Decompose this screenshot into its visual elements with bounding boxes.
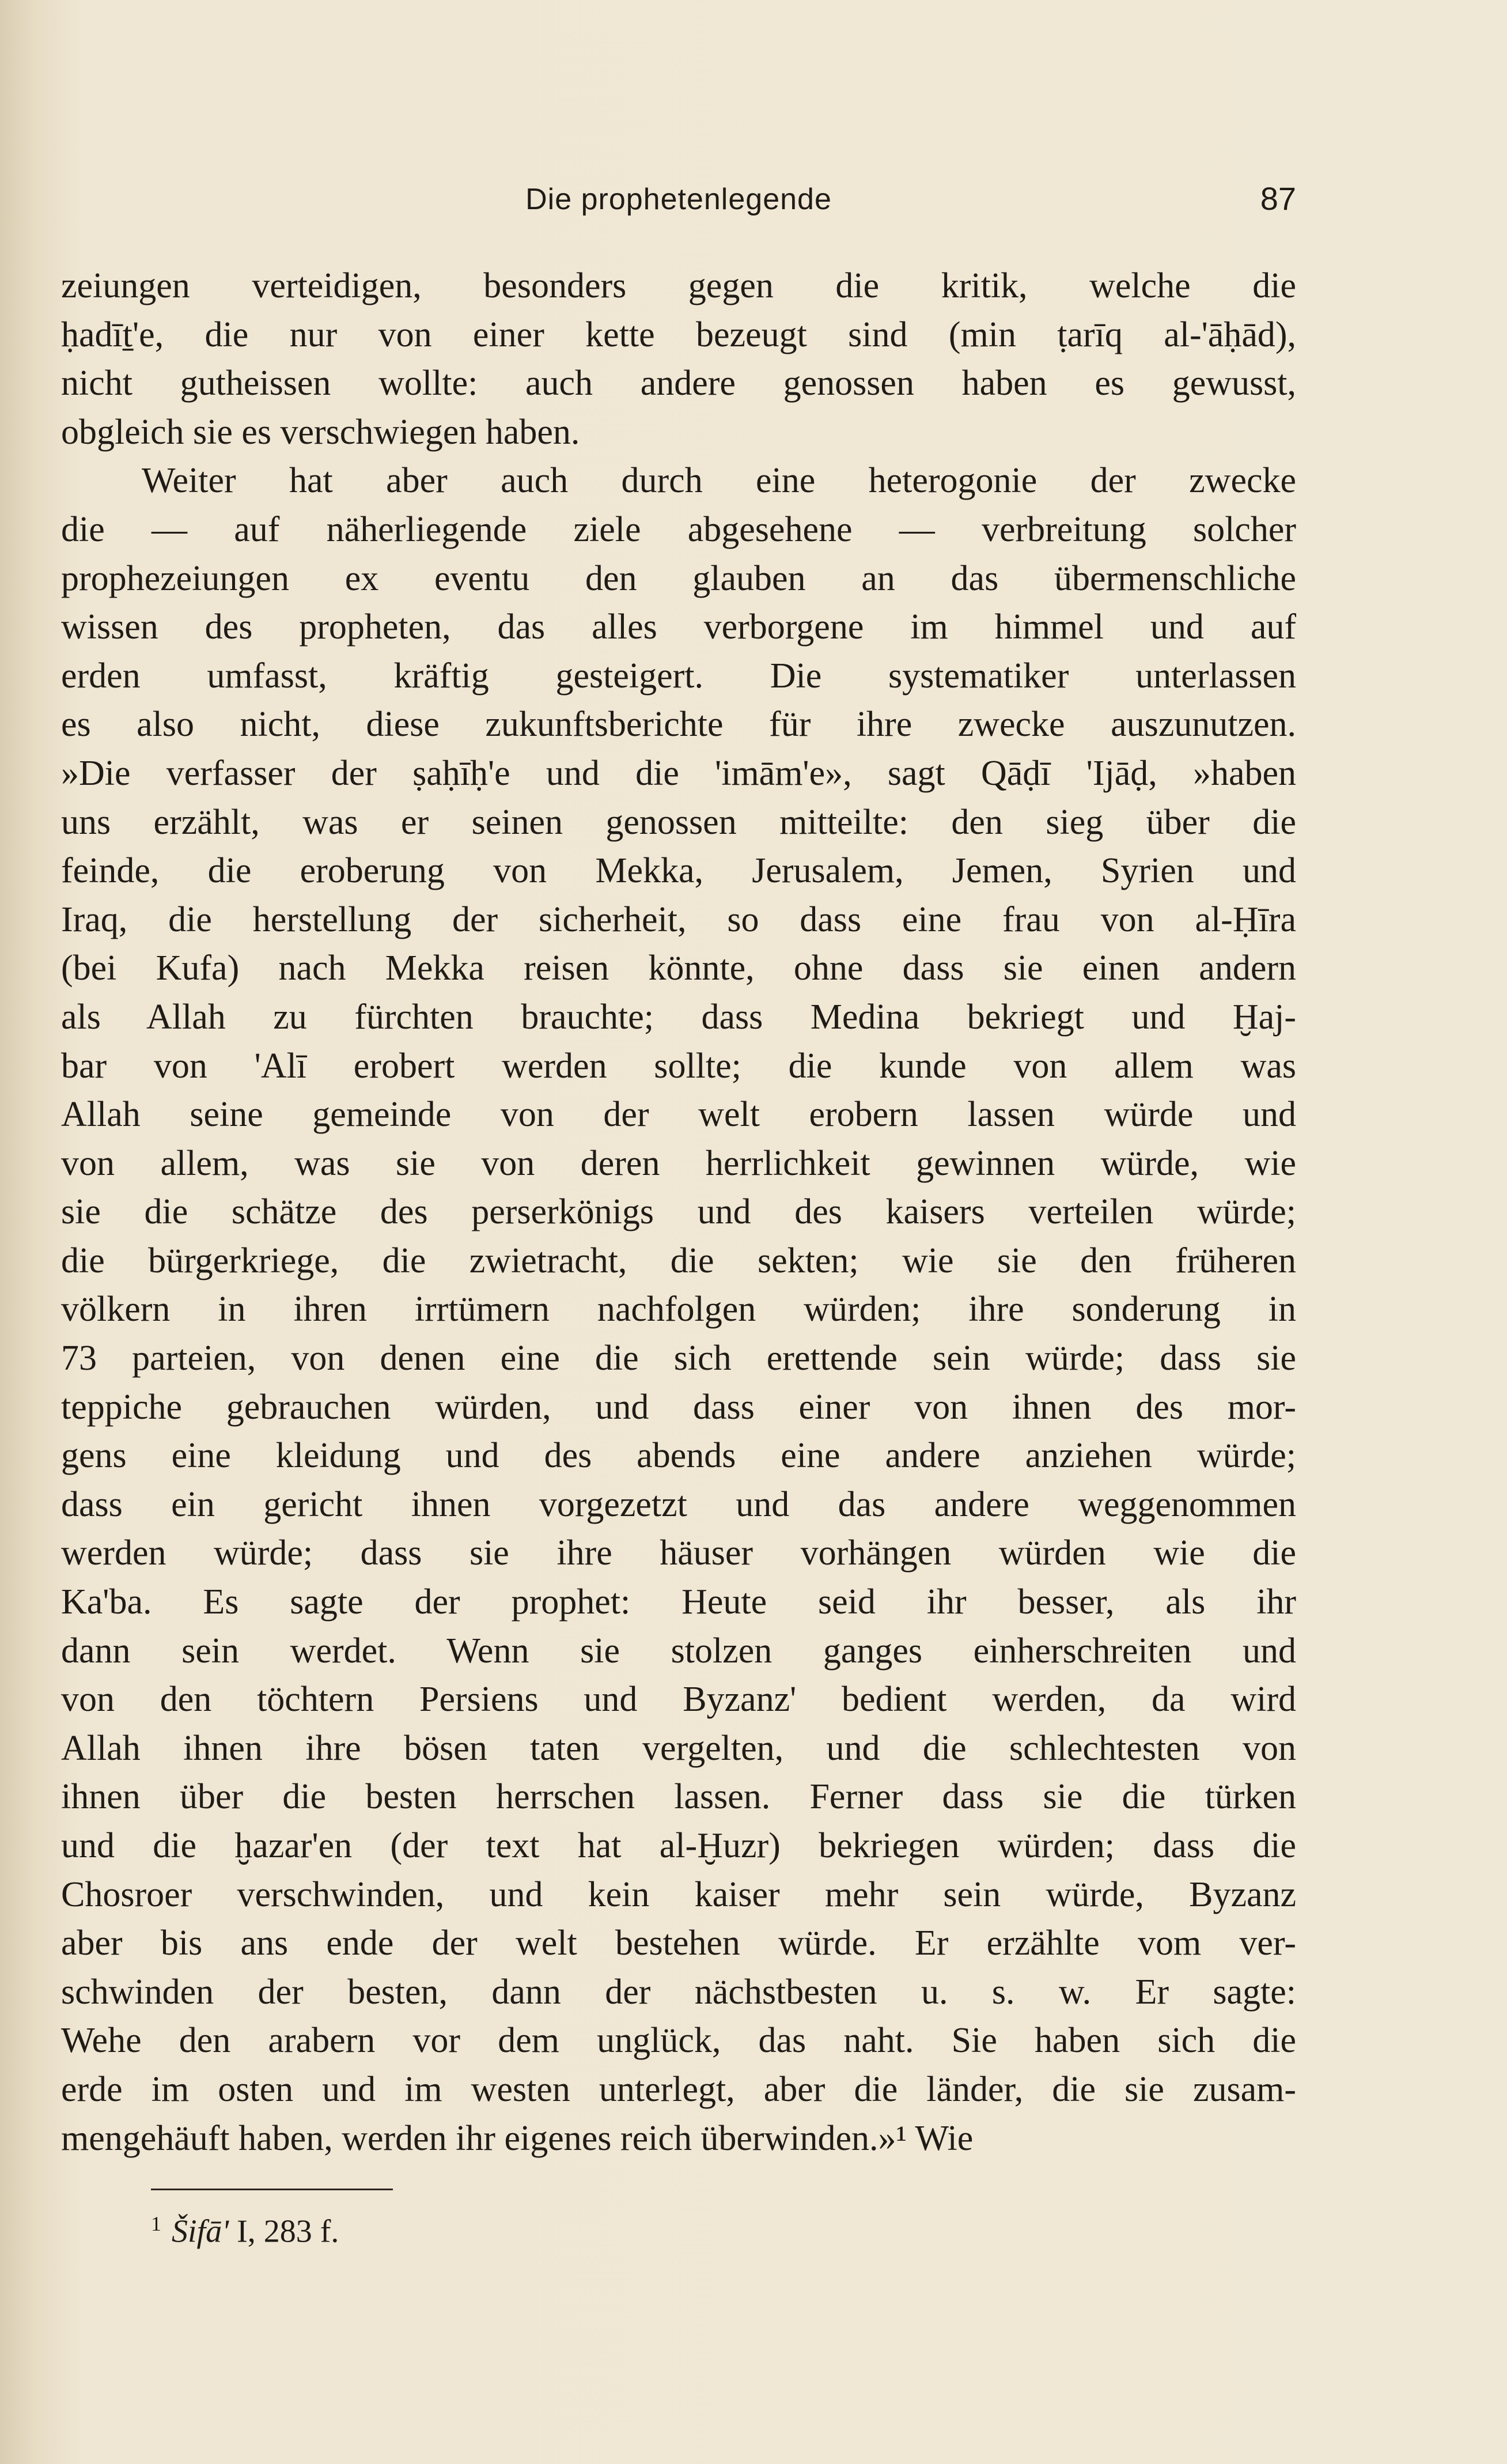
text-line: und die ḫazar'en (der text hat al-Ḫuzr) bekriegen würden; dass die <box>61 1826 1296 1865</box>
text-line: Wehe den arabern vor dem unglück, das naht. Sie haben sich die <box>61 2021 1296 2061</box>
text-line: Iraq, die herstellung der sicherheit, so dass eine frau von al-Ḥīra <box>61 900 1296 939</box>
text-line: mengehäuft haben, werden ihr eigenes reich überwinden.»¹ Wie <box>61 2118 974 2158</box>
text-line: (bei Kufa) nach Mekka reisen könnte, ohne dass sie einen andern <box>61 948 1296 988</box>
text-line: die — auf näherliegende ziele abgesehene — verbreitung solcher <box>61 509 1296 549</box>
text-line: wissen des propheten, das alles verborgene im himmel und auf <box>61 607 1296 647</box>
text-line: Weiter hat aber auch durch eine heterogonie der zwecke <box>142 461 1296 501</box>
page-header <box>61 180 1296 220</box>
footnote <box>151 2212 339 2250</box>
text-line: nicht gutheissen wollte: auch andere genossen haben es gewusst, <box>61 364 1296 403</box>
text-line: als Allah zu fürchten brauchte; dass Medina bekriegt und Ḫaj- <box>61 997 1296 1037</box>
text-line: feinde, die eroberung von Mekka, Jerusalem, Jemen, Syrien und <box>61 851 1296 891</box>
text-line: Allah seine gemeinde von der welt erobern lassen würde und <box>61 1095 1296 1135</box>
text-line: teppiche gebrauchen würden, und dass einer von ihnen des mor- <box>61 1387 1296 1427</box>
page-number: 87 <box>1260 180 1296 217</box>
footnote-mark: 1 <box>151 2212 161 2235</box>
text-line: uns erzählt, was er seinen genossen mitteilte: den sieg über die <box>61 802 1296 842</box>
text-line: von allem, was sie von deren herrlichkeit gewinnen würde, wie <box>61 1143 1296 1183</box>
text-line: sie die schätze des perserkönigs und des kaisers verteilen würde; <box>61 1192 1296 1232</box>
text-line: gens eine kleidung und des abends eine andere anziehen würde; <box>61 1436 1296 1476</box>
text-line: Allah ihnen ihre bösen taten vergelten, und die schlechtesten von <box>61 1728 1296 1768</box>
text-line: Ka'ba. Es sagte der prophet: Heute seid ihr besser, als ihr <box>61 1582 1296 1622</box>
text-line: aber bis ans ende der welt bestehen würde. Er erzählte vom ver- <box>61 1923 1296 1963</box>
text-line: erde im osten und im westen unterlegt, aber die länder, die sie zusam- <box>61 2069 1296 2109</box>
running-title: Die prophetenlegende <box>525 183 832 216</box>
footnote-ref: I, 283 f. <box>237 2213 339 2250</box>
text-line: dann sein werdet. Wenn sie stolzen ganges einherschreiten und <box>61 1631 1296 1671</box>
text-line: ihnen über die besten herrschen lassen. Ferner dass sie die türken <box>61 1777 1296 1817</box>
text-line: ḥadīṯ'e, die nur von einer kette bezeugt sind (min ṭarīq al-'āḥād), <box>61 315 1296 354</box>
text-line: bar von 'Alī erobert werden sollte; die kunde von allem was <box>61 1046 1296 1086</box>
text-line: »Die verfasser der ṣaḥīḥ'e und die 'imām'e», sagt Qāḍī 'Ijāḍ, »haben <box>61 753 1296 793</box>
text-line: obgleich sie es verschwiegen haben. <box>61 412 580 452</box>
footnote-source: Šifā' <box>172 2213 229 2250</box>
text-line: schwinden der besten, dann der nächstbesten u. s. w. Er sagte: <box>61 1972 1296 2012</box>
text-line: es also nicht, diese zukunftsberichte für ihre zwecke auszunutzen. <box>61 705 1296 745</box>
text-line: von den töchtern Persiens und Byzanz' bedient werden, da wird <box>61 1680 1296 1719</box>
text-line: 73 parteien, von denen eine die sich erettende sein würde; dass sie <box>61 1339 1296 1378</box>
text-line: völkern in ihren irrtümern nachfolgen würden; ihre sonderung in <box>61 1290 1296 1329</box>
text-line: dass ein gericht ihnen vorgezetzt und das andere weggenommen <box>61 1484 1296 1524</box>
text-line: die bürgerkriege, die zwietracht, die sekten; wie sie den früheren <box>61 1241 1296 1280</box>
text-line: prophezeiungen ex eventu den glauben an das übermenschliche <box>61 558 1296 598</box>
text-line: erden umfasst, kräftig gesteigert. Die systematiker unterlassen <box>61 656 1296 696</box>
text-line: Chosroer verschwinden, und kein kaiser mehr sein würde, Byzanz <box>61 1875 1296 1914</box>
body-text <box>61 262 1296 2163</box>
text-line: zeiungen verteidigen, besonders gegen die kritik, welche die <box>61 266 1296 305</box>
footnote-rule <box>151 2189 393 2190</box>
text-line: werden würde; dass sie ihre häuser vorhängen würden wie die <box>61 1533 1296 1573</box>
